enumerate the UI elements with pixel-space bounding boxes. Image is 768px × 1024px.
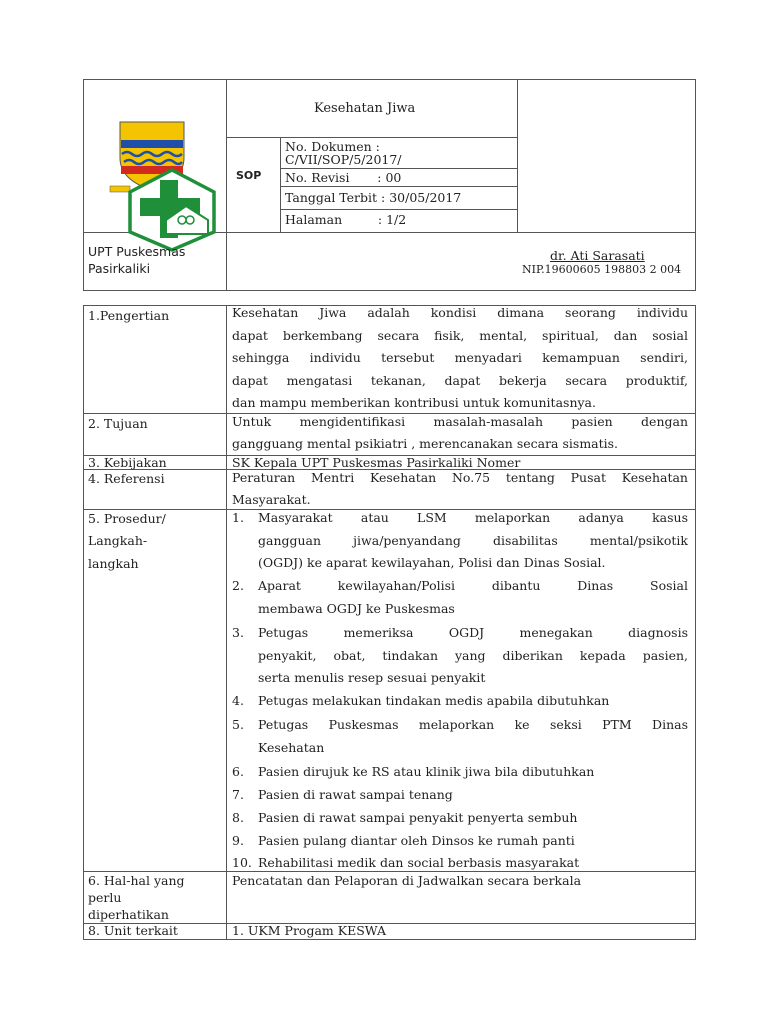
issue-date: Tanggal Terbit : 30/05/2017 [285,190,462,205]
step-number: 3. [232,625,244,640]
procedure-step [232,852,688,875]
tujuan-text [232,411,688,455]
sop-label: SOP [236,169,262,182]
step-number: 9. [232,833,244,848]
doc-number-value: C/VII/SOP/5/2017/ [285,152,402,167]
procedure-step [232,507,688,575]
step-line: Kesehatan [258,739,325,755]
step-line: Pasien di rawat sampai tenang [258,787,453,802]
step-line: Masyarakat atau LSM melaporkan adanya kasus [258,510,688,525]
document-title: Kesehatan Jiwa [314,101,416,116]
referensi-line: Peraturan Mentri Kesehatan No.75 tentang Pusat Kesehatan [232,470,688,485]
pengertian-line: dapat mengatasi tekanan, dapat bekerja secara produktif, [232,372,688,388]
page-number: Halaman : 1/2 [285,212,407,227]
step-number: 6. [232,764,244,779]
row-label-unit: 8. Unit terkait [88,923,178,938]
row-label-hal-hal: perlu [88,890,122,905]
step-line: serta menulis resep sesuai penyakit [258,670,486,685]
signer-name: dr. Ati Sarasati [550,248,645,263]
unit-text: 1. UKM Progam KESWA [232,923,387,938]
signer-nip: NIP.19600605 198803 2 004 [522,263,682,276]
step-line: Pasien di rawat sampai penyakit penyerta sembuh [258,810,578,825]
step-line: penyakit, obat, tindakan yang diberikan kepada pasien, [258,647,688,663]
referensi-line: Masyarakat. [232,492,311,507]
step-line: membawa OGDJ ke Puskesmas [258,600,455,616]
referensi-text [232,467,688,511]
procedure-step [232,784,688,807]
row-label-hal-hal: 6. Hal-hal yang [88,873,185,888]
step-line: Rehabilitasi medik dan social berbasis masyarakat [258,855,580,870]
pengertian-line: sehingga individu tersebut menyadari kemampuan sendiri, [232,350,688,365]
step-line: gangguan jiwa/penyandang disabilitas mental/psikotik [258,532,688,548]
step-number: 5. [232,717,244,732]
row-label-pengertian: 1.Pengertian [88,308,170,323]
row-label-prosedur: 5. Prosedur/ [88,511,166,526]
tujuan-line: gangguang mental psikiatri , merencanakan secara sismatis. [232,436,619,451]
step-number: 8. [232,810,244,825]
step-line: Petugas melakukan tindakan medis apabila dibutuhkan [258,693,610,708]
step-number: 2. [232,578,244,593]
procedure-step [232,830,688,853]
row-label-tujuan: 2. Tujuan [88,416,148,431]
step-line: Petugas Puskesmas melaporkan ke seksi PTM Dinas [258,717,688,732]
pengertian-text [232,302,688,415]
pengertian-line: Kesehatan Jiwa adalah kondisi dimana seorang individu [232,305,688,320]
pengertian-line: dan mampu memberikan kontribusi untuk komunitasnya. [232,395,596,410]
step-number: 4. [232,693,244,708]
row-label-prosedur: langkah [88,556,139,571]
kebijakan-text: SK Kepala UPT Puskesmas Pasirkaliki Nomer [232,455,521,470]
procedure-step [232,714,688,760]
revision-no: No. Revisi : 00 [285,170,402,185]
hal-hal-text: Pencatatan dan Pelaporan di Jadwalkan secara berkala [232,873,582,888]
doc-number-label: No. Dokumen : [285,139,380,154]
row-label-referensi: 4. Referensi [88,471,165,486]
step-number: 7. [232,787,244,802]
step-line: Pasien pulang diantar oleh Dinsos ke rumah panti [258,833,575,848]
org-name-line2: Pasirkaliki [88,261,151,276]
procedure-step [232,575,688,621]
tujuan-line: Untuk mengidentifikasi masalah-masalah pasien dengan [232,414,688,429]
row-label-prosedur: Langkah- [88,533,148,548]
row-label-hal-hal: diperhatikan [88,907,169,922]
org-name-line1: UPT Puskesmas [88,244,186,259]
step-line: (OGDJ) ke aparat kewilayahan, Polisi dan Dinas Sosial. [258,555,606,570]
step-line: Aparat kewilayahan/Polisi dibantu Dinas Sosial [258,578,688,593]
puskesmas-logo [128,168,216,252]
step-number: 10. [232,855,252,870]
procedure-step [232,761,688,784]
procedure-step [232,807,688,830]
step-number: 1. [232,510,244,525]
pengertian-line: dapat berkembang secara fisik, mental, spiritual, dan sosial [232,327,688,343]
step-line: Petugas memeriksa OGDJ menegakan diagnosis [258,625,688,640]
row-label-kebijakan: 3. Kebijakan [88,455,167,470]
procedure-step [232,690,688,713]
procedure-step [232,622,688,690]
step-line: Pasien dirujuk ke RS atau klinik jiwa bila dibutuhkan [258,764,595,779]
